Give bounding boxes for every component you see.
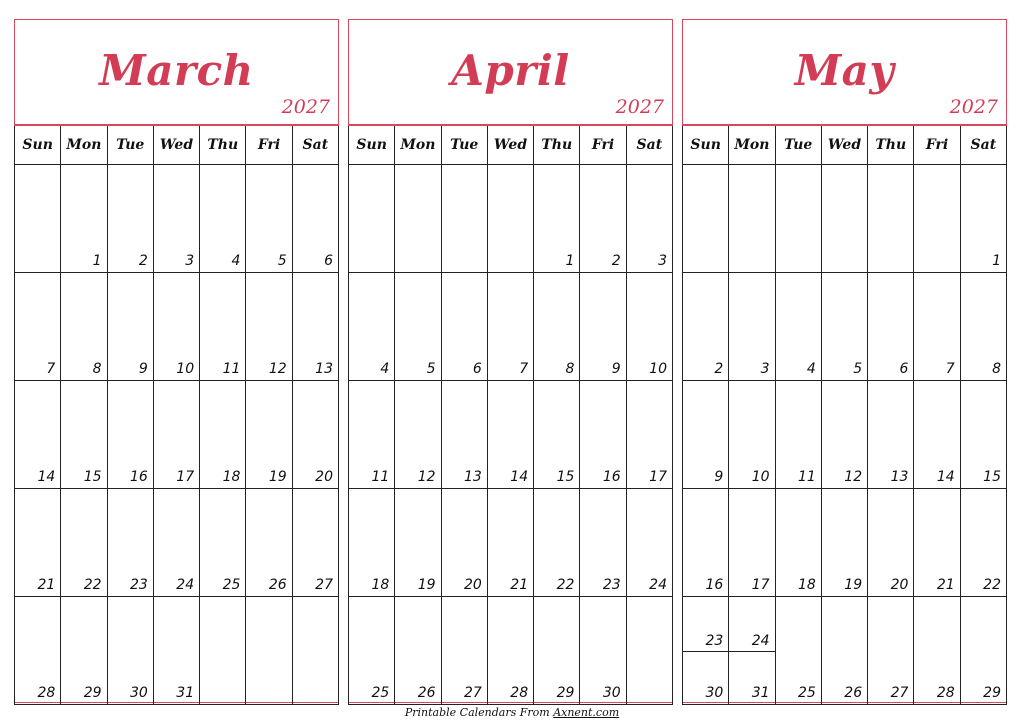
day-cell: [821, 489, 867, 597]
day-number: 3: [185, 253, 195, 269]
day-cell: [107, 273, 153, 381]
month-year: 2027: [949, 96, 998, 118]
day-cell: [107, 489, 153, 597]
day-cell: [292, 165, 338, 273]
day-cell: [683, 597, 729, 705]
day-cell: [61, 381, 107, 489]
day-cell: [914, 381, 960, 489]
day-cell: [626, 489, 672, 597]
day-number: 24: [649, 577, 667, 593]
day-cell: [683, 381, 729, 489]
week-row: [683, 273, 1007, 381]
day-number: 19: [417, 577, 436, 593]
weekday-header-row: [683, 125, 1007, 165]
day-number: 22: [983, 577, 1001, 593]
week-row: [15, 597, 339, 705]
day-number: 17: [176, 469, 195, 485]
day-cell: [775, 165, 821, 273]
week-row: [349, 165, 673, 273]
day-cell: [775, 381, 821, 489]
day-cell: [821, 273, 867, 381]
day-number: 10: [176, 361, 195, 377]
day-number: 16: [705, 577, 724, 593]
day-number: 5: [426, 361, 436, 377]
day-number: 14: [510, 469, 529, 485]
month-header: [683, 20, 1006, 126]
weekday-label: Tue: [775, 125, 821, 165]
day-number: 7: [46, 361, 56, 377]
day-number: 15: [83, 469, 102, 485]
day-cell: [821, 165, 867, 273]
day-cell: [580, 489, 626, 597]
day-cell: [960, 489, 1006, 597]
day-cell: [534, 273, 580, 381]
week-row: [15, 381, 339, 489]
day-number: 22: [556, 577, 575, 593]
weekday-label: Wed: [821, 125, 867, 165]
weekday-label: Thu: [868, 125, 914, 165]
weekday-label: Wed: [487, 125, 533, 165]
day-cell: [349, 489, 395, 597]
day-cell: [960, 597, 1006, 705]
day-number: 28: [510, 685, 529, 701]
week-row: [683, 489, 1007, 597]
month-calendar-may: [682, 19, 1007, 703]
day-number: 1: [92, 253, 102, 269]
day-cell: [395, 381, 441, 489]
week-row: [349, 381, 673, 489]
day-cell: [246, 381, 292, 489]
day-cell: [153, 273, 199, 381]
week-row: [349, 597, 673, 705]
day-number: 3: [760, 361, 770, 377]
day-number: 23: [705, 633, 724, 649]
day-cell: [15, 489, 61, 597]
weekday-label: Mon: [729, 125, 775, 165]
day-cell: [729, 597, 775, 705]
day-number: 30: [602, 685, 621, 701]
month-header: [349, 20, 672, 126]
day-number: 10: [649, 361, 667, 377]
day-number: 21: [510, 577, 529, 593]
footer-credit: [0, 706, 1024, 719]
day-number: 13: [315, 361, 333, 377]
day-number: 11: [222, 361, 241, 377]
day-number: 7: [519, 361, 529, 377]
day-cell: [441, 381, 487, 489]
day-cell: [349, 165, 395, 273]
day-number: 13: [890, 469, 909, 485]
day-cell: [914, 597, 960, 705]
day-number: 21: [936, 577, 955, 593]
day-cell: [349, 273, 395, 381]
day-number: 31: [176, 685, 195, 701]
day-cell: [15, 165, 61, 273]
week-row: [15, 489, 339, 597]
weekday-label: Sat: [626, 125, 672, 165]
day-cell: [200, 381, 246, 489]
day-number: 8: [565, 361, 575, 377]
day-cell: [200, 165, 246, 273]
day-number: 4: [806, 361, 816, 377]
day-cell: [246, 597, 292, 705]
day-cell: [200, 273, 246, 381]
day-number: 21: [37, 577, 56, 593]
day-cell: [153, 381, 199, 489]
weekday-label: Tue: [441, 125, 487, 165]
day-number: 17: [751, 577, 770, 593]
day-cell: [441, 489, 487, 597]
day-number: 22: [83, 577, 102, 593]
week-row: [683, 165, 1007, 273]
day-number: 2: [138, 253, 148, 269]
day-cell: [534, 165, 580, 273]
day-cell: [626, 381, 672, 489]
day-number: 2: [611, 253, 621, 269]
day-cell: [246, 273, 292, 381]
day-cell: [441, 273, 487, 381]
day-number: 19: [844, 577, 863, 593]
day-number: 27: [890, 685, 909, 701]
day-number: 14: [37, 469, 56, 485]
day-cell: [349, 381, 395, 489]
month-year: 2027: [281, 96, 330, 118]
day-cell: [821, 597, 867, 705]
day-cell: [868, 165, 914, 273]
day-number: 26: [268, 577, 287, 593]
day-number: 24: [751, 633, 770, 649]
day-number: 23: [602, 577, 621, 593]
split-cell-divider: [683, 651, 728, 652]
month-grid: [682, 124, 1007, 705]
day-cell: [914, 165, 960, 273]
day-cell: [395, 273, 441, 381]
day-cell: [246, 165, 292, 273]
footer-brand-link[interactable]: Axnent.com: [553, 706, 620, 719]
day-cell: [626, 273, 672, 381]
day-cell: [914, 489, 960, 597]
weekday-label: Thu: [200, 125, 246, 165]
day-cell: [349, 597, 395, 705]
footer-prefix: Printable Calendars From: [404, 706, 554, 719]
day-number: 5: [853, 361, 863, 377]
month-title: April: [451, 46, 570, 95]
day-number: 24: [176, 577, 195, 593]
day-cell: [626, 597, 672, 705]
month-grid: [348, 124, 673, 705]
day-number: 28: [37, 685, 56, 701]
day-cell: [15, 381, 61, 489]
month-year: 2027: [615, 96, 664, 118]
day-cell: [153, 165, 199, 273]
day-cell: [487, 381, 533, 489]
day-number: 19: [268, 469, 287, 485]
week-row: [15, 273, 339, 381]
week-row: [349, 489, 673, 597]
day-number: 12: [417, 469, 436, 485]
day-number: 30: [130, 685, 148, 701]
day-cell: [775, 489, 821, 597]
day-number: 6: [472, 361, 482, 377]
day-number: 17: [649, 469, 667, 485]
day-cell: [868, 489, 914, 597]
day-number: 20: [315, 469, 333, 485]
day-cell: [868, 597, 914, 705]
day-cell: [61, 489, 107, 597]
weekday-header-row: [349, 125, 673, 165]
weekday-label: Sat: [292, 125, 338, 165]
day-cell: [729, 381, 775, 489]
day-cell: [200, 489, 246, 597]
day-number: 16: [602, 469, 621, 485]
day-number: 31: [751, 685, 770, 701]
day-number: 9: [714, 469, 724, 485]
month-title: May: [794, 46, 895, 95]
day-cell: [107, 381, 153, 489]
day-cell: [487, 165, 533, 273]
day-number: 15: [556, 469, 575, 485]
day-number: 20: [464, 577, 482, 593]
day-number: 30: [705, 685, 724, 701]
day-cell: [292, 381, 338, 489]
day-number: 7: [945, 361, 955, 377]
split-cell-divider: [729, 651, 774, 652]
weekday-label: Fri: [580, 125, 626, 165]
day-cell: [487, 273, 533, 381]
day-number: 25: [222, 577, 241, 593]
day-number: 9: [138, 361, 148, 377]
month-header: [15, 20, 338, 126]
day-number: 25: [798, 685, 816, 701]
day-number: 11: [798, 469, 816, 485]
day-cell: [107, 165, 153, 273]
weekday-label: Mon: [61, 125, 107, 165]
day-number: 29: [556, 685, 575, 701]
weekday-header-row: [15, 125, 339, 165]
day-cell: [960, 381, 1006, 489]
day-cell: [821, 381, 867, 489]
day-cell: [775, 597, 821, 705]
day-number: 23: [130, 577, 148, 593]
day-number: 13: [464, 469, 482, 485]
month-title: March: [99, 46, 254, 95]
day-cell: [775, 273, 821, 381]
day-cell: [153, 489, 199, 597]
weekday-label: Tue: [107, 125, 153, 165]
week-row: [15, 165, 339, 273]
weekday-label: Thu: [534, 125, 580, 165]
day-cell: [15, 597, 61, 705]
day-cell: [534, 381, 580, 489]
day-cell: [153, 597, 199, 705]
day-cell: [729, 273, 775, 381]
day-number: 29: [983, 685, 1001, 701]
day-cell: [580, 597, 626, 705]
day-cell: [868, 381, 914, 489]
day-number: 2: [714, 361, 724, 377]
day-number: 1: [565, 253, 575, 269]
weekday-label: Sun: [683, 125, 729, 165]
day-number: 16: [130, 469, 148, 485]
month-calendar-april: [348, 19, 673, 703]
day-number: 18: [222, 469, 241, 485]
day-cell: [487, 597, 533, 705]
day-number: 26: [417, 685, 436, 701]
weekday-label: Sun: [349, 125, 395, 165]
day-number: 12: [268, 361, 287, 377]
week-row: [683, 381, 1007, 489]
weekday-label: Fri: [914, 125, 960, 165]
day-cell: [246, 489, 292, 597]
day-number: 3: [658, 253, 667, 269]
day-cell: [683, 489, 729, 597]
day-number: 8: [992, 361, 1001, 377]
week-row: [683, 597, 1007, 705]
day-cell: [15, 273, 61, 381]
day-cell: [395, 489, 441, 597]
day-number: 27: [315, 577, 333, 593]
day-number: 26: [844, 685, 863, 701]
day-cell: [441, 597, 487, 705]
day-cell: [61, 165, 107, 273]
day-cell: [683, 273, 729, 381]
day-cell: [487, 489, 533, 597]
month-calendar-march: [14, 19, 339, 703]
day-cell: [534, 597, 580, 705]
day-cell: [61, 273, 107, 381]
day-number: 28: [936, 685, 955, 701]
day-cell: [729, 165, 775, 273]
day-number: 4: [231, 253, 241, 269]
day-number: 18: [798, 577, 816, 593]
day-number: 14: [936, 469, 955, 485]
day-number: 15: [983, 469, 1001, 485]
day-number: 29: [83, 685, 102, 701]
day-number: 1: [992, 253, 1001, 269]
month-grid: [14, 124, 339, 705]
day-cell: [683, 165, 729, 273]
day-number: 11: [371, 469, 390, 485]
day-number: 10: [751, 469, 770, 485]
day-number: 27: [464, 685, 482, 701]
day-cell: [960, 165, 1006, 273]
day-cell: [292, 597, 338, 705]
day-cell: [200, 597, 246, 705]
day-cell: [395, 597, 441, 705]
day-cell: [580, 165, 626, 273]
weekday-label: Mon: [395, 125, 441, 165]
day-cell: [395, 165, 441, 273]
week-row: [349, 273, 673, 381]
weekday-label: Sun: [15, 125, 61, 165]
day-cell: [580, 273, 626, 381]
day-number: 8: [92, 361, 102, 377]
day-cell: [626, 165, 672, 273]
day-cell: [292, 489, 338, 597]
day-number: 20: [890, 577, 909, 593]
day-cell: [441, 165, 487, 273]
day-number: 12: [844, 469, 863, 485]
day-cell: [534, 489, 580, 597]
day-cell: [960, 273, 1006, 381]
day-number: 5: [277, 253, 287, 269]
weekday-label: Fri: [246, 125, 292, 165]
day-cell: [580, 381, 626, 489]
day-cell: [729, 489, 775, 597]
day-cell: [292, 273, 338, 381]
weekday-label: Sat: [960, 125, 1006, 165]
day-number: 25: [371, 685, 390, 701]
day-number: 6: [324, 253, 333, 269]
day-number: 6: [899, 361, 909, 377]
day-number: 4: [380, 361, 390, 377]
day-number: 9: [611, 361, 621, 377]
day-number: 18: [371, 577, 390, 593]
weekday-label: Wed: [153, 125, 199, 165]
day-cell: [914, 273, 960, 381]
day-cell: [868, 273, 914, 381]
day-cell: [107, 597, 153, 705]
day-cell: [61, 597, 107, 705]
